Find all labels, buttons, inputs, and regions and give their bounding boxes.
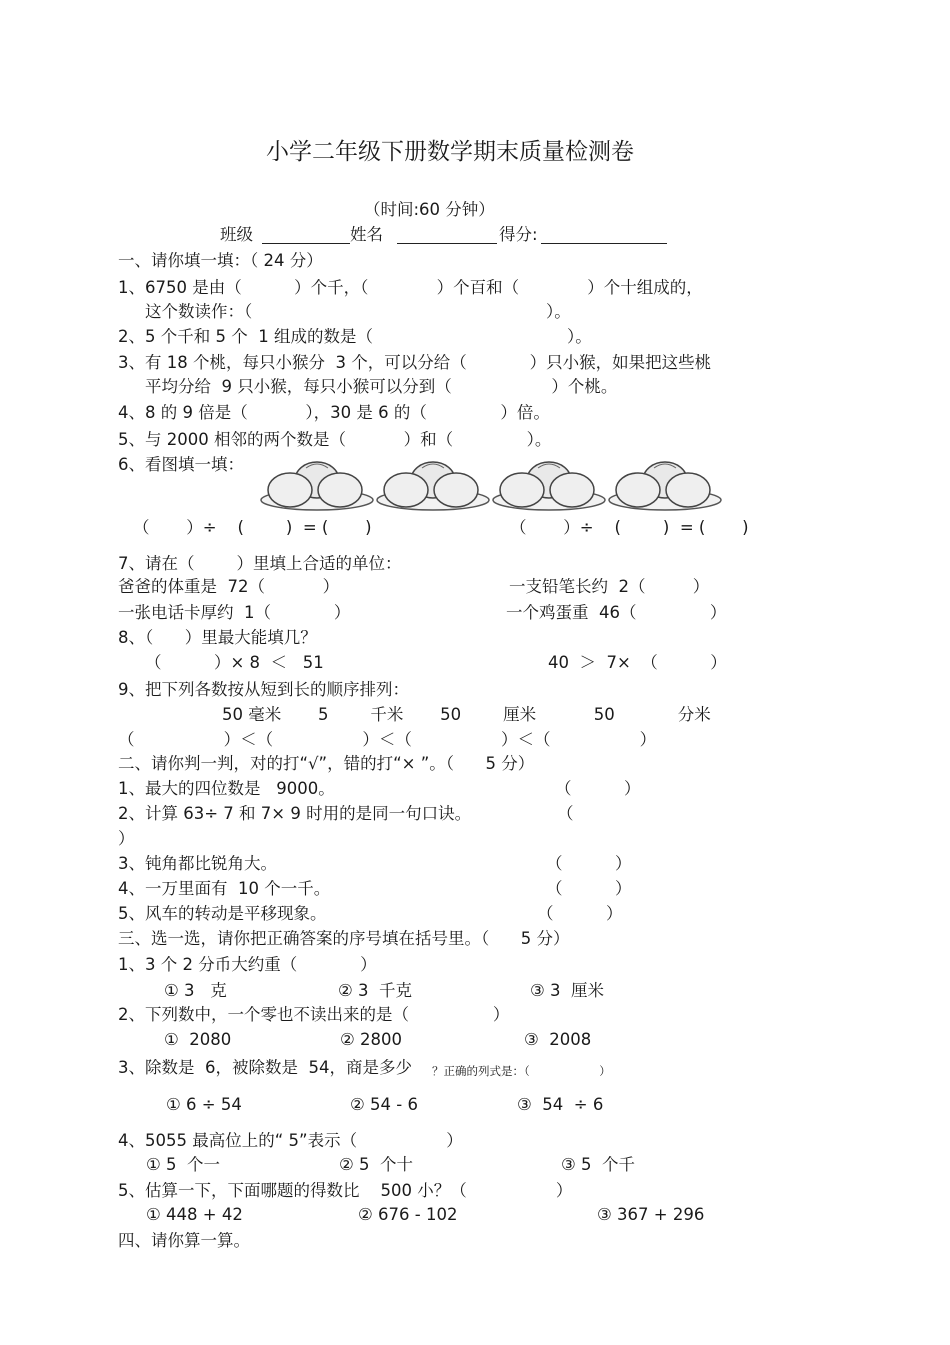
s2-q4: 4、一万里面有 10 个一千。 <box>118 879 331 898</box>
plate-of-three-buns-icon <box>608 452 723 516</box>
s3-q5: 5、估算一下，下面哪题的得数比 500 小？（ ） <box>118 1181 573 1200</box>
time-note: （时间:60 分钟） <box>364 200 495 219</box>
plate-of-three-buns-icon <box>260 452 375 516</box>
s2-q3-paren[interactable]: （ ） <box>546 854 632 873</box>
section1-heading: 一、请你填一填：（ 24 分） <box>118 251 323 270</box>
s3-q3-option-2[interactable]: ② 54 - 6 <box>350 1095 418 1114</box>
s2-q5: 5、风车的转动是平移现象。 <box>118 904 327 923</box>
s2-q1-paren[interactable]: （ ） <box>555 779 641 798</box>
s3-q3-small-note: ？正确的列式是：（ ） <box>432 1064 611 1078</box>
s3-q4-option-3[interactable]: ③ 5 个千 <box>561 1155 636 1174</box>
s3-q2-option-2[interactable]: ② 2800 <box>340 1030 403 1049</box>
name-label: 姓名 <box>350 225 383 244</box>
s3-q4-option-2[interactable]: ② 5 个十 <box>339 1155 414 1174</box>
s3-q5-option-2[interactable]: ② 676 - 102 <box>358 1205 458 1224</box>
page-title: 小学二年级下册数学期末质量检测卷 <box>266 139 634 165</box>
section2-heading: 二、请你判一判，对的打“√”，错的打“× ”。（ 5 分） <box>118 754 535 773</box>
s3-q5-option-3[interactable]: ③ 367 + 296 <box>597 1205 705 1224</box>
class-blank[interactable] <box>262 243 350 244</box>
s1-q7-a: 爸爸的体重是 72（ ） <box>118 577 340 596</box>
s1-q2: 2、5 个千和 5 个 1 组成的数是（ ）。 <box>118 327 592 346</box>
s3-q3-option-3[interactable]: ③ 54 ÷ 6 <box>517 1095 604 1114</box>
s2-q3: 3、钝角都比锐角大。 <box>118 854 277 873</box>
name-blank[interactable] <box>397 243 497 244</box>
s1-q7: 7、请在（ ）里填上合适的单位： <box>118 554 402 573</box>
score-label: 得分: <box>499 225 538 244</box>
s1-q1-line1: 1、6750 是由（ ）个千，（ ）个百和（ ）个十组成的， <box>118 278 703 297</box>
s1-q8-b: 40 ＞ 7× （ ） <box>548 653 727 672</box>
s3-q1: 1、3 个 2 分币大约重（ ） <box>118 955 377 974</box>
plate-of-three-buns-icon <box>492 452 607 516</box>
s1-q8: 8、（ ）里最大能填几？ <box>118 628 317 647</box>
section3-heading: 三、选一选，请你把正确答案的序号填在括号里。（ 5 分） <box>118 929 570 948</box>
s3-q2-option-3[interactable]: ③ 2008 <box>524 1030 592 1049</box>
s3-q3-option-1[interactable]: ① 6 ÷ 54 <box>166 1095 242 1114</box>
s1-q3-line1: 3、有 18 个桃，每只小猴分 3 个，可以分给（ ）只小猴，如果把这些桃 <box>118 353 712 372</box>
s1-q6-equation-right: （ ）÷ ( ) = ( ) <box>510 518 749 537</box>
buns-picture <box>258 452 724 518</box>
s2-q2-paren-close[interactable]: ） <box>118 829 135 848</box>
s1-q7-b: 一支铅笔长约 2（ ） <box>509 577 710 596</box>
s1-q8-a: （ ）× 8 ＜ 51 <box>145 653 324 672</box>
s1-q6-equation-left: （ ）÷ ( ) = ( ) <box>133 518 372 537</box>
s2-q5-paren[interactable]: （ ） <box>537 904 623 923</box>
s1-q7-c: 一张电话卡厚约 1（ ） <box>118 603 351 622</box>
s1-q1-line2: 这个数读作：（ ）。 <box>145 302 571 321</box>
s1-q7-d: 一个鸡蛋重 46（ ） <box>506 603 727 622</box>
s3-q2-option-1[interactable]: ① 2080 <box>164 1030 232 1049</box>
s3-q2: 2、下列数中，一个零也不读出来的是（ ） <box>118 1005 510 1024</box>
s1-q6: 6、看图填一填： <box>118 455 244 474</box>
s2-q2: 2、计算 63÷ 7 和 7× 9 时用的是同一句口诀。 <box>118 804 472 823</box>
s1-q3-line2: 平均分给 9 只小猴，每只小猴可以分到（ ）个桃。 <box>145 377 618 396</box>
score-blank[interactable] <box>541 243 667 244</box>
s3-q5-option-1[interactable]: ① 448 + 42 <box>146 1205 243 1224</box>
s1-q9-items: 50 毫米 5 千米 50 厘米 50 分米 <box>222 705 711 724</box>
s1-q5: 5、与 2000 相邻的两个数是（ ）和（ ）。 <box>118 430 552 449</box>
s2-q2-paren-open[interactable]: （ <box>557 804 574 823</box>
s1-q9: 9、把下列各数按从短到长的顺序排列： <box>118 680 409 699</box>
s2-q4-paren[interactable]: （ ） <box>546 879 632 898</box>
s1-q9-order: （ ）＜（ ）＜（ ）＜（ ） <box>118 730 657 749</box>
s3-q3: 3、除数是 6，被除数是 54，商是多少 <box>118 1058 412 1077</box>
class-label: 班级 <box>220 225 253 244</box>
s1-q4: 4、8 的 9 倍是（ ），30 是 6 的（ ）倍。 <box>118 403 550 422</box>
s3-q4-option-1[interactable]: ① 5 个一 <box>146 1155 221 1174</box>
section4-heading: 四、请你算一算。 <box>118 1231 250 1250</box>
s3-q1-option-1[interactable]: ① 3 克 <box>164 981 227 1000</box>
s3-q1-option-2[interactable]: ② 3 千克 <box>338 981 413 1000</box>
s2-q1: 1、最大的四位数是 9000。 <box>118 779 335 798</box>
plate-of-three-buns-icon <box>376 452 491 516</box>
s3-q1-option-3[interactable]: ③ 3 厘米 <box>530 981 605 1000</box>
s3-q4: 4、5055 最高位上的“ 5”表示（ ） <box>118 1131 463 1150</box>
